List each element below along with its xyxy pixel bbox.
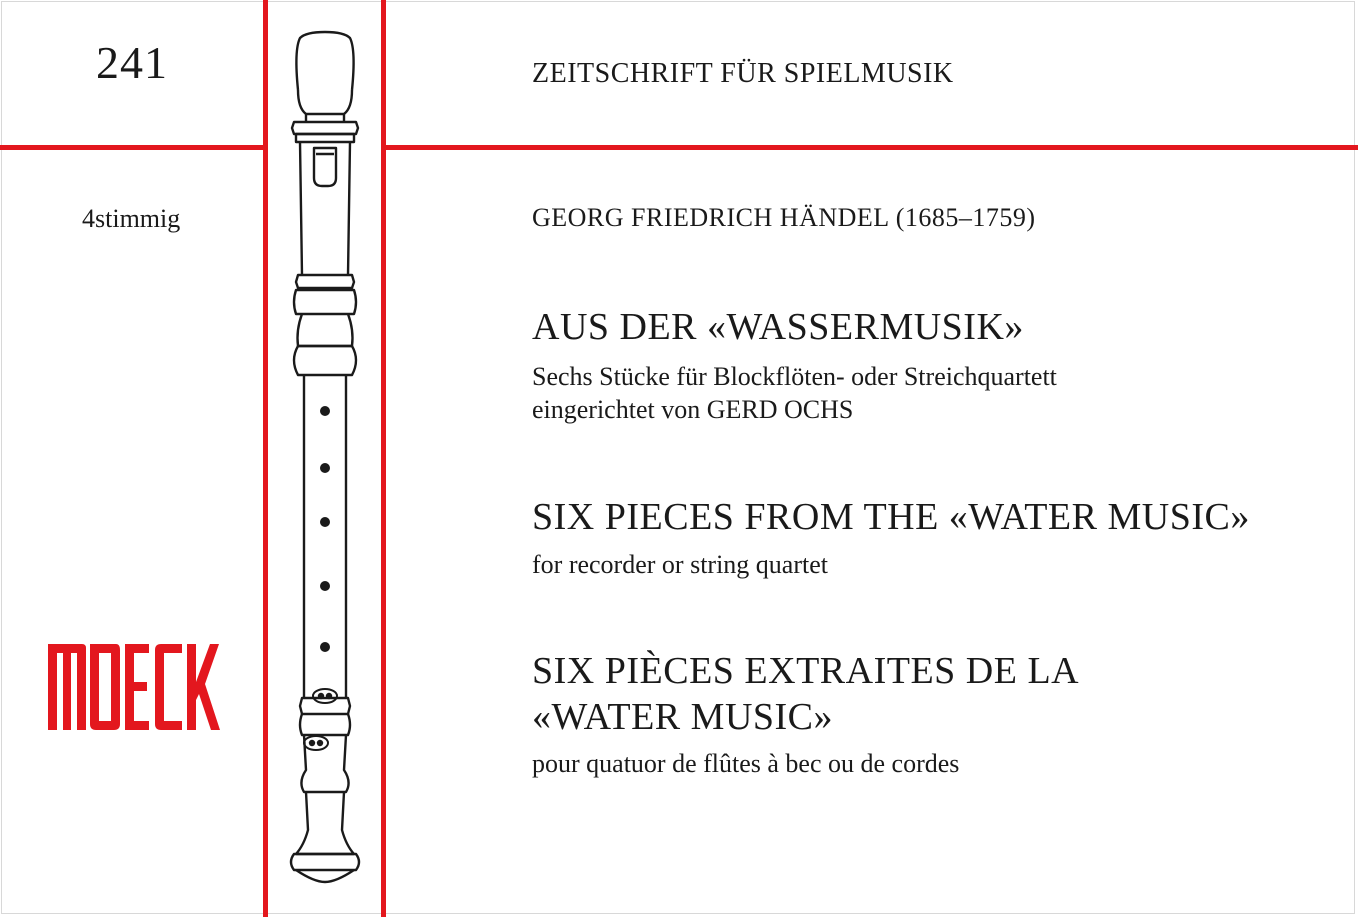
- moeck-logo: [48, 644, 220, 730]
- german-subtitle-line1: Sechs Stücke für Blockflöten- oder Streichquartett: [532, 362, 1057, 391]
- red-vertical-rule-right: [381, 0, 386, 917]
- series-number: 241: [96, 37, 168, 88]
- voices-label: 4stimmig: [82, 204, 181, 233]
- french-title-line2: «WATER MUSIC»: [532, 696, 834, 738]
- english-title: SIX PIECES FROM THE «WATER MUSIC»: [532, 496, 1250, 538]
- red-vertical-rule-left: [263, 0, 268, 917]
- german-title: AUS DER «WASSERMUSIK»: [532, 306, 1024, 348]
- journal-title: ZEITSCHRIFT FÜR SPIELMUSIK: [532, 58, 954, 89]
- french-subtitle: pour quatuor de flûtes à bec ou de cordes: [532, 749, 960, 778]
- german-subtitle-line2: eingerichtet von GERD OCHS: [532, 395, 854, 424]
- red-horizontal-rule-right: [386, 145, 1358, 150]
- english-subtitle: for recorder or string quartet: [532, 550, 828, 579]
- composer-name: GEORG FRIEDRICH HÄNDEL (1685–1759): [532, 203, 1036, 232]
- french-title-line1: SIX PIÈCES EXTRAITES DE LA: [532, 650, 1080, 692]
- red-horizontal-rule-left: [0, 145, 263, 150]
- recorder-illustration: [284, 30, 366, 890]
